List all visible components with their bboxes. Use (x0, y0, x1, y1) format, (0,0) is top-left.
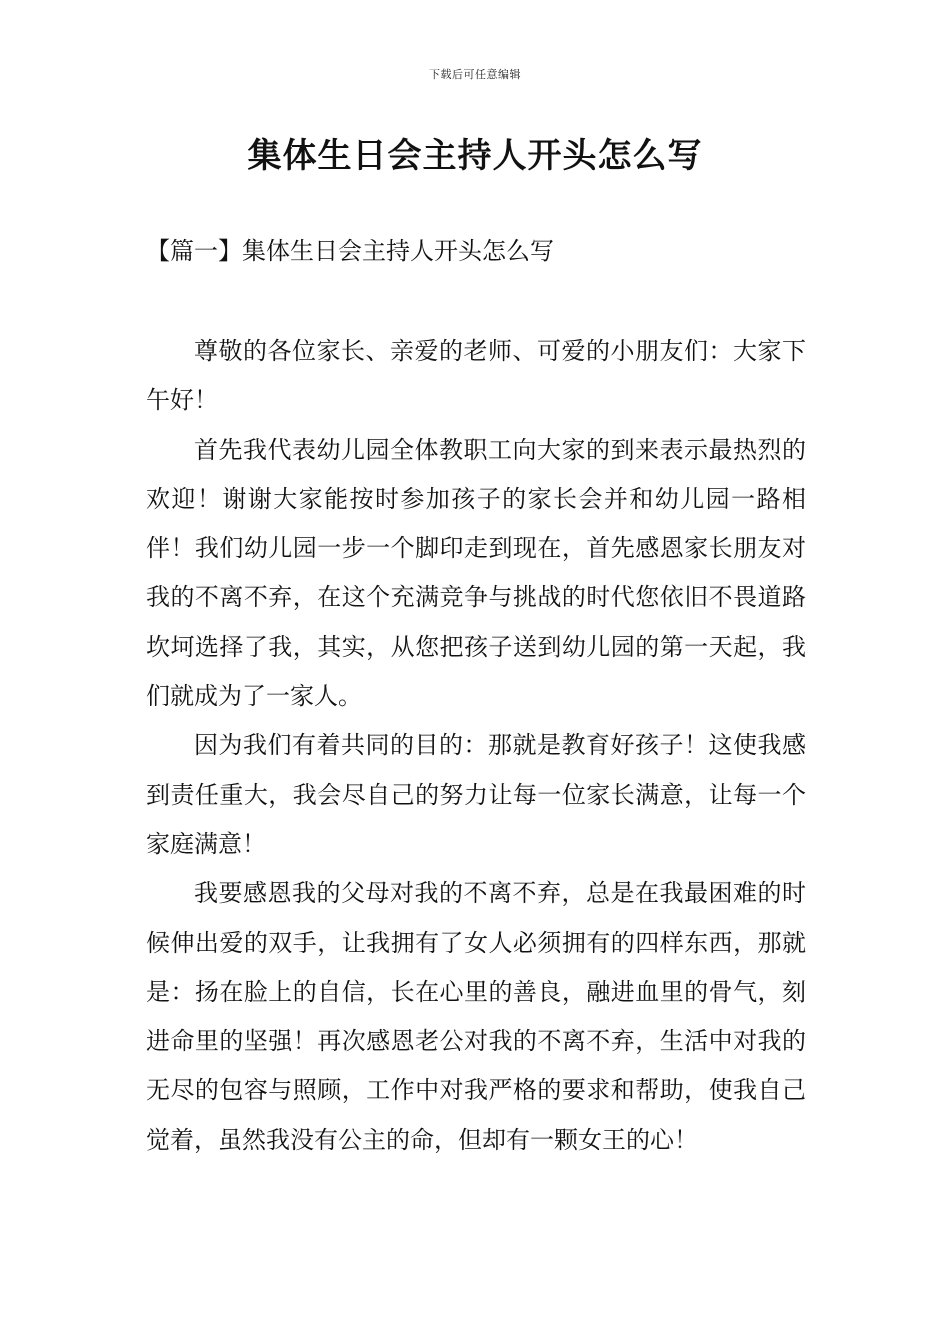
paragraph: 我要感恩我的父母对我的不离不弃，总是在我最困难的时候伸出爱的双手，让我拥有了女人必须拥有的四样东西，那就是：扬在脸上的自信，长在心里的善良，融进血里的骨气，刻进命里的坚强！再次感恩老公对我的不离不弃，生活中对我的无尽的包容与照顾，工作中对我严格的要求和帮助，使我自己觉着，虽然我没有公主的命，但却有一颗女王的心！ (146, 879, 806, 1154)
header-note: 下载后可任意编辑 (429, 68, 521, 81)
document-title: 集体生日会主持人开头怎么写 (247, 136, 703, 176)
paragraph: 首先我代表幼儿园全体教职工向大家的到来表示最热烈的欢迎！谢谢大家能按时参加孩子的家长会并和幼儿园一路相伴！我们幼儿园一步一个脚印走到现在，首先感恩家长朋友对我的不离不弃，在这个充满竞争与挑战的时代您依旧不畏道路坎坷选择了我，其实，从您把孩子送到幼儿园的第一天起，我们就成为了一家人。 (146, 435, 806, 711)
document-body (146, 327, 806, 1165)
section-heading: 【篇一】集体生日会主持人开头怎么写 (146, 237, 554, 265)
paragraph: 因为我们有着共同的目的：那就是教育好孩子！这使我感到责任重大，我会尽自己的努力让每一位家长满意，让每一个家庭满意！ (146, 731, 806, 858)
paragraph: 尊敬的各位家长、亲爱的老师、可爱的小朋友们：大家下午好！ (146, 337, 806, 415)
